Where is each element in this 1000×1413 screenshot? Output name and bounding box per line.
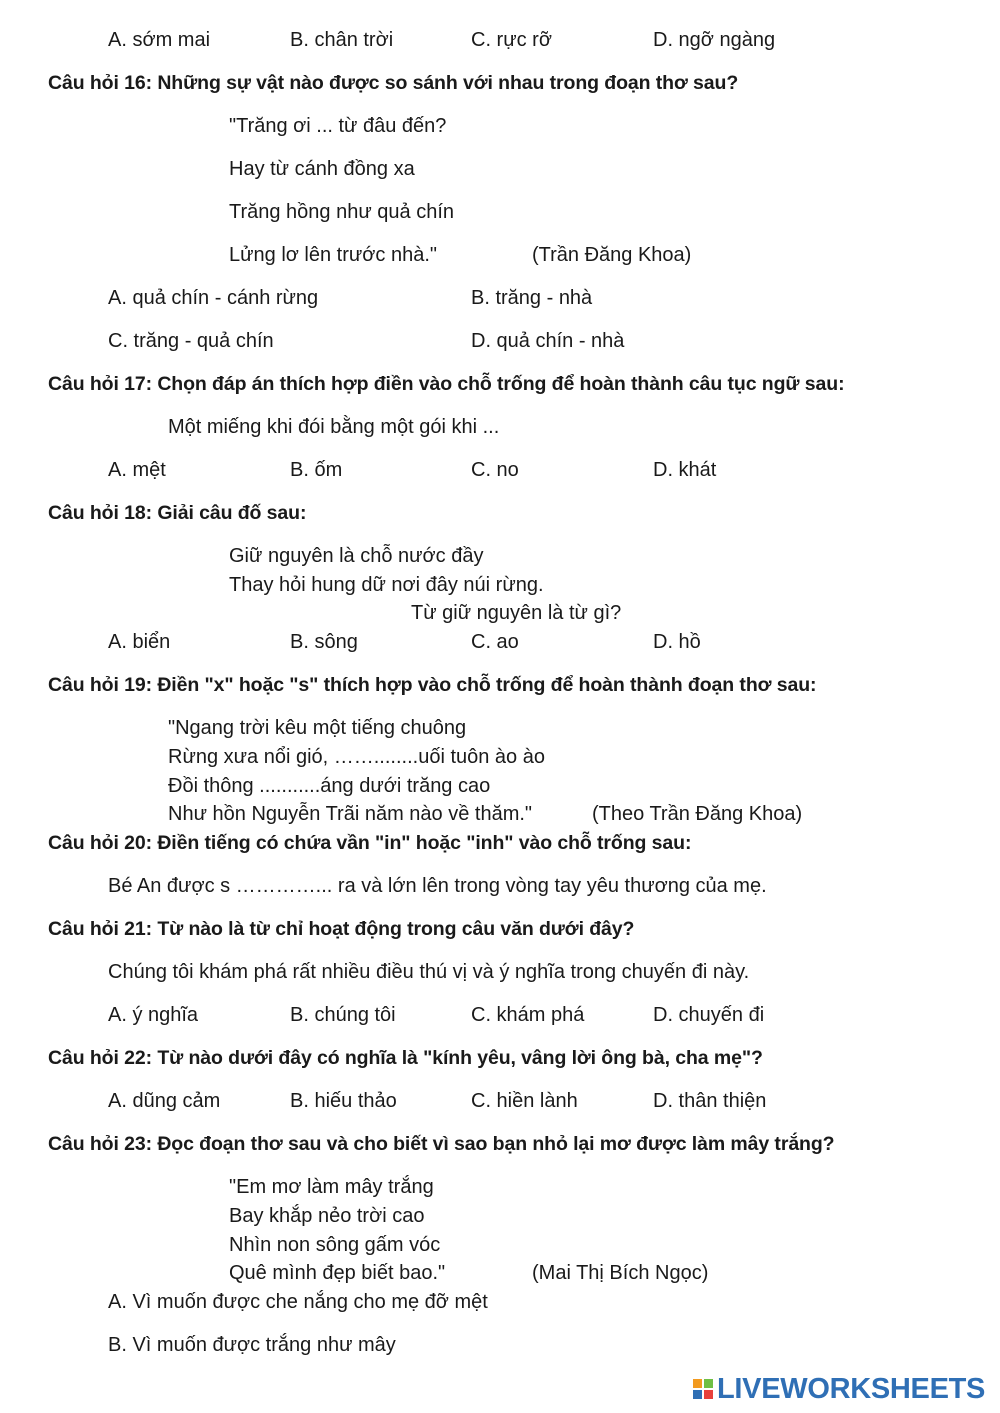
q16-poem-line: Hay từ cánh đồng xa (229, 158, 415, 180)
q18-riddle-question: Từ giữ nguyên là từ gì? (411, 602, 622, 624)
q15-option-d[interactable]: D. ngỡ ngàng (653, 29, 776, 51)
q18-title: Câu hỏi 18: Giải câu đố sau: (48, 502, 307, 524)
q23-poem-line: Quê mình đẹp biết bao." (229, 1262, 446, 1284)
q18-option-c[interactable]: C. ao (471, 631, 519, 653)
brand-logo-square (704, 1379, 713, 1388)
q16-option-d[interactable]: D. quả chín - nhà (471, 330, 625, 352)
q23-poem-line: "Em mơ làm mây trắng (229, 1176, 434, 1198)
q22-title: Câu hỏi 22: Từ nào dưới đây có nghĩa là "kính yêu, vâng lời ông bà, cha mẹ"? (48, 1047, 763, 1069)
q17-option-c[interactable]: C. no (471, 459, 519, 481)
q21-option-d[interactable]: D. chuyến đi (653, 1004, 765, 1026)
q22-option-b[interactable]: B. hiếu thảo (290, 1090, 397, 1112)
q23-option-a[interactable]: A. Vì muốn được che nắng cho mẹ đỡ mệt (108, 1291, 488, 1313)
q23-poem-line: Bay khắp nẻo trời cao (229, 1205, 425, 1227)
q16-author: (Trần Đăng Khoa) (532, 244, 692, 266)
q19-author: (Theo Trần Đăng Khoa) (592, 803, 803, 825)
q15-option-b[interactable]: B. chân trời (290, 29, 394, 51)
q18-riddle-line: Thay hỏi hung dữ nơi đây núi rừng. (229, 574, 544, 596)
brand-name: LIVEWORKSHEETS (717, 1372, 986, 1405)
q18-option-a[interactable]: A. biển (108, 631, 171, 653)
q21-option-a[interactable]: A. ý nghĩa (108, 1004, 199, 1026)
q16-option-a[interactable]: A. quả chín - cánh rừng (108, 287, 319, 309)
q23-poem-line: Nhìn non sông gấm vóc (229, 1234, 441, 1256)
q16-option-b[interactable]: B. trăng - nhà (471, 287, 593, 309)
q16-title: Câu hỏi 16: Những sự vật nào được so sánh với nhau trong đoạn thơ sau? (48, 72, 739, 94)
q22-option-c[interactable]: C. hiền lành (471, 1090, 578, 1112)
q17-option-a[interactable]: A. mệt (108, 459, 166, 481)
q22-option-d[interactable]: D. thân thiện (653, 1090, 767, 1112)
q16-poem-line: Lửng lơ lên trước nhà." (229, 244, 437, 266)
q16-option-c[interactable]: C. trăng - quả chín (108, 330, 274, 352)
q19-poem-line-blank[interactable]: Rừng xưa nổi gió, ……........uối tuôn ào ào (168, 746, 545, 768)
q19-poem-line-blank[interactable]: Đồi thông ...........áng dưới trăng cao (168, 775, 491, 797)
q20-sentence-blank[interactable]: Bé An được s …………... ra và lớn lên trong vòng tay yêu thương của mẹ. (108, 875, 767, 897)
q18-option-b[interactable]: B. sông (290, 631, 358, 653)
q19-title: Câu hỏi 19: Điền "x" hoặc "s" thích hợp vào chỗ trống để hoàn thành đoạn thơ sau: (48, 674, 817, 696)
brand-logo-square (693, 1390, 702, 1399)
q15-option-c[interactable]: C. rực rỡ (471, 29, 552, 51)
q16-poem-line: "Trăng ơi ... từ đâu đến? (229, 115, 447, 137)
q17-sentence: Một miếng khi đói bằng một gói khi ... (168, 416, 500, 438)
q17-title: Câu hỏi 17: Chọn đáp án thích hợp điền vào chỗ trống để hoàn thành câu tục ngữ sau: (48, 373, 845, 395)
q19-poem-line: Như hồn Nguyễn Trãi năm nào về thăm." (168, 803, 533, 825)
q21-option-b[interactable]: B. chúng tôi (290, 1004, 396, 1026)
q21-option-c[interactable]: C. khám phá (471, 1004, 585, 1026)
q17-option-d[interactable]: D. khát (653, 459, 717, 481)
liveworksheets-brand (693, 1374, 985, 1404)
q21-title: Câu hỏi 21: Từ nào là từ chỉ hoạt động trong câu văn dưới đây? (48, 918, 635, 940)
q23-option-b[interactable]: B. Vì muốn được trắng như mây (108, 1334, 396, 1356)
q16-poem-line: Trăng hồng như quả chín (229, 201, 455, 223)
q18-riddle-line: Giữ nguyên là chỗ nước đầy (229, 545, 484, 567)
q23-author: (Mai Thị Bích Ngọc) (532, 1262, 709, 1284)
brand-logo-square (704, 1390, 713, 1399)
q20-title: Câu hỏi 20: Điền tiếng có chứa vần "in" hoặc "inh" vào chỗ trống sau: (48, 832, 692, 854)
q15-option-a[interactable]: A. sớm mai (108, 29, 211, 51)
q17-option-b[interactable]: B. ốm (290, 459, 343, 481)
q21-sentence: Chúng tôi khám phá rất nhiều điều thú vị và ý nghĩa trong chuyến đi này. (108, 961, 750, 983)
q18-option-d[interactable]: D. hồ (653, 631, 701, 653)
q23-title: Câu hỏi 23: Đọc đoạn thơ sau và cho biết vì sao bạn nhỏ lại mơ được làm mây trắng? (48, 1133, 835, 1155)
q19-poem-line: "Ngang trời kêu một tiếng chuông (168, 717, 467, 739)
brand-logo-square (693, 1379, 702, 1388)
q22-option-a[interactable]: A. dũng cảm (108, 1090, 221, 1112)
brand-logo-icon (693, 1379, 713, 1399)
